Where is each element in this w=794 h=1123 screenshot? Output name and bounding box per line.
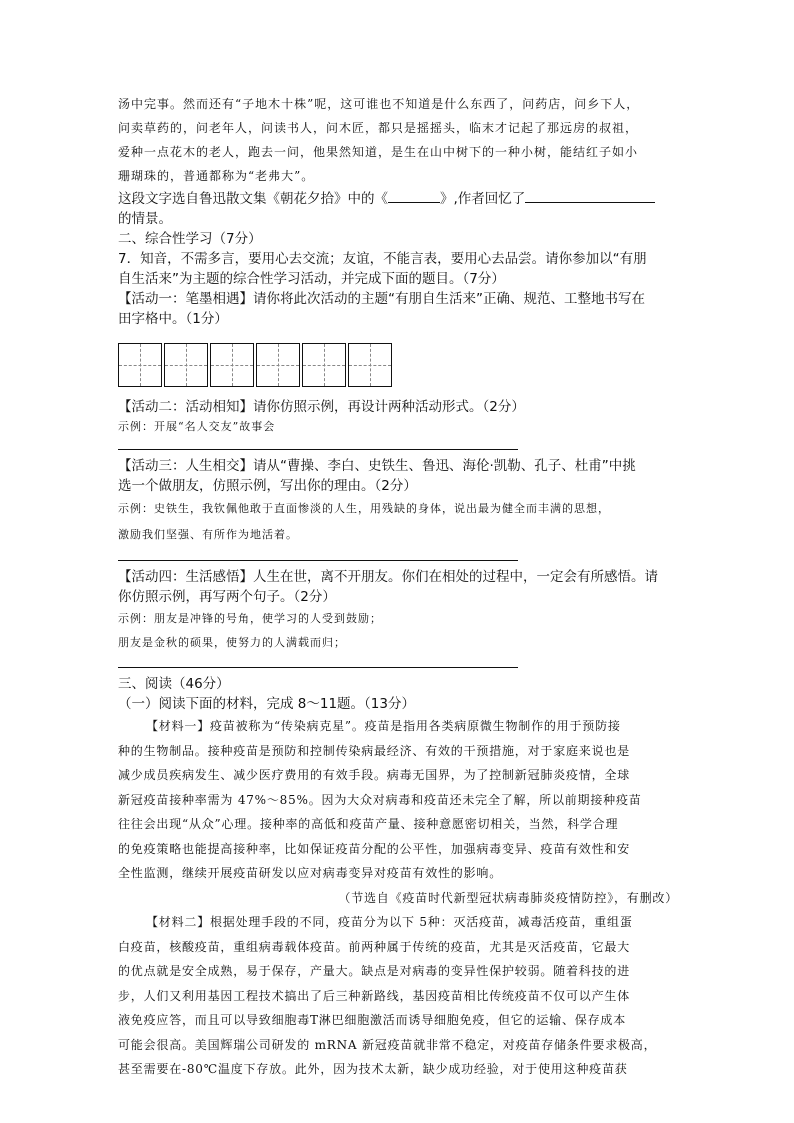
activity-3-example-line: 示例：史铁生，我钦佩他敢于直面惨淡的人生，用残缺的身体，说出最为健全而丰满的思想，: [118, 502, 610, 515]
material-1-source: （节选自《疫苗时代新型冠状病毒肺炎疫情防控》，有删改）: [338, 890, 678, 905]
q7-line: 7．知音，不需多言，要用心去交流；友谊，不能言表，要用心去品尝。请你参加以“有朋: [118, 251, 647, 267]
activity-3-example-line: 激励我们坚强、有所作为地活着。: [118, 528, 298, 541]
activity-3: [118, 456, 678, 496]
answer-line-activity-3[interactable]: [118, 560, 518, 561]
material-1-line: 减少成员疾病发生、减少医疗费用的有效手段。病毒无国界，为了控制新冠肺炎疫情，全球: [118, 768, 631, 782]
section-2-title: 二、综合性学习（7分）: [118, 231, 262, 247]
activity-3-line: 【活动三：人生相交】请从“曹操、李白、史铁生、鲁迅、海伦·凯勒、孔子、杜甫”中挑: [118, 458, 636, 474]
answer-line-activity-2[interactable]: [118, 449, 518, 450]
material-1-line: 新冠疫苗接种率需为 47%～85%。因为大众对病毒和疫苗还未完全了解，所以前期接种疫苗: [118, 792, 642, 807]
tianzige-grid: [118, 343, 678, 387]
answer-line-activity-4[interactable]: [118, 667, 518, 668]
material-2-line: 白疫苗，核酸疫苗，重组病毒载体疫苗。前两种属于传统的疫苗，尤其是灭活疫苗，它最大: [118, 939, 631, 954]
intro-line: 汤中完事。然而还有“子地木十株”呢，这可谁也不知道是什么东西了，问药店，问乡下人，: [118, 97, 640, 111]
grid-cell[interactable]: [210, 343, 254, 387]
exam-page: [118, 92, 678, 1082]
activity-2-example: 示例：开展“名人交友”故事会: [118, 420, 276, 433]
activity-4-example: [118, 607, 678, 655]
material-2: [118, 910, 678, 1082]
activity-4-line: 【活动四：生活感悟】人生在世，离不开朋友。你们在相处的过程中，一定会有所感悟。请: [118, 569, 658, 585]
grid-cell[interactable]: [164, 343, 208, 387]
activity-1-line: 田字格中。（1分）: [118, 311, 228, 327]
grid-cell[interactable]: [348, 343, 392, 387]
q6-prefix: 这段文字选自鲁迅散文集《朝花夕拾》中的《: [118, 191, 388, 207]
activity-3-line: 选一个做朋友，仿照示例，写出你的理由。（2分）: [118, 478, 417, 494]
question-6: [118, 188, 678, 229]
intro-line: 珊瑚珠的，普通都称为“老弗大”。: [118, 169, 315, 183]
activity-4-example-line: 示例：朋友是冲锋的号角，使学习的人受到鼓励；: [118, 612, 382, 625]
activity-3-example: [118, 496, 678, 548]
question-7: [118, 249, 678, 289]
activity-4-line: 你仿照示例，再写两个句子。（2分）: [118, 589, 336, 605]
activity-1: [118, 289, 678, 329]
grid-cell[interactable]: [256, 343, 300, 387]
q6-suffix: 的情景。: [118, 211, 172, 227]
material-1: [118, 714, 678, 910]
material-2-line: 甚至需要在-80℃温度下存放。此外，因为技术太新，缺少成功经验，对于使用这种疫苗获: [118, 1062, 628, 1076]
answer-blank-scene[interactable]: [525, 188, 655, 203]
q6-middle: 》,作者回忆了: [440, 191, 526, 207]
activity-2: 【活动二：活动相知】请你仿照示例，再设计两种活动形式。（2分）: [118, 399, 525, 415]
intro-passage: [118, 92, 678, 188]
activity-4: [118, 567, 678, 607]
q7-line: 自生活来”为主题的综合性学习活动，并完成下面的题目。（7分）: [118, 271, 505, 287]
material-2-line: 的优点就是安全成熟，易于保存，产量大。缺点是对病毒的变异性保护较弱。随着科技的进: [118, 964, 631, 978]
activity-1-line: 【活动一：笔墨相遇】请你将此次活动的主题“有朋自生活来”正确、规范、工整地书写在: [118, 291, 645, 307]
material-2-line: 可能会很高。美国辉瑞公司研发的 mRNA 新冠疫苗就非常不稳定，对疫苗存储条件要求极高，: [118, 1037, 657, 1052]
grid-cell[interactable]: [118, 343, 162, 387]
grid-cell[interactable]: [302, 343, 346, 387]
material-1-line: 的免疫策略也能提高接种率，比如保证疫苗分配的公平性，加强病毒变异、疫苗有效性和安: [118, 841, 631, 856]
material-2-line: 液免疫应答，而且可以导致细胞毒T淋巴细胞激活而诱导细胞免疫，但它的运输、保存成本: [118, 1013, 627, 1027]
reading-part-1-title: （一）阅读下面的材料，完成 8～11题。（13分）: [118, 696, 415, 712]
material-1-line: 全性监测，继续开展疫苗研发以应对病毒变异对疫苗有效性的影响。: [118, 866, 503, 880]
material-1-line: 往往会出现“从众”心理。接种率的高低和疫苗产量、接种意愿密切相关，当然，科学合理: [118, 817, 619, 831]
answer-blank-essay-title[interactable]: [388, 188, 440, 203]
section-3-title: 三、阅读（46分）: [118, 676, 230, 692]
activity-4-example-line: 朋友是金秋的硕果，使努力的人满载而归；: [118, 636, 346, 649]
intro-line: 问卖草药的，问老年人，问读书人，问木匠，都只是摇摇头，临末才记起了那远房的叔祖，: [118, 121, 639, 135]
material-2-line: 【材料二】根据处理手段的不同，疫苗分为以下 5种：灭活疫苗，减毒活疫苗，重组蛋: [146, 915, 633, 929]
material-2-line: 步，人们又利用基因工程技术搞出了后三种新路线，基因疫苗相比传统疫苗不仅可以产生体: [118, 988, 631, 1003]
material-1-line: 种的生物制品。接种疫苗是预防和控制传染病最经济、有效的干预措施，对于家庭来说也是: [118, 743, 631, 758]
material-1-line: 【材料一】疫苗被称为“传染病克星”。疫苗是指用各类病原微生物制作的用于预防接: [146, 719, 621, 733]
intro-line: 爱种一点花木的老人，跑去一问，他果然知道，是生在山中树下的一种小树，能结红子如小: [118, 145, 639, 159]
